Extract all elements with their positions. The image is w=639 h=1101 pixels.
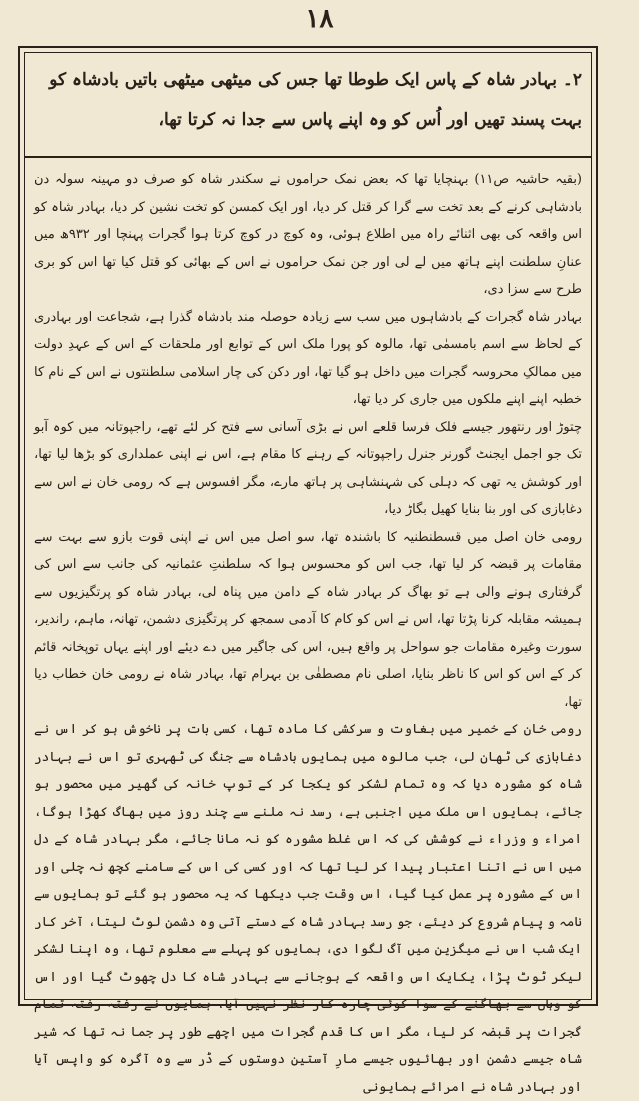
paragraph: (بقیہ حاشیہ ص۱۱) بہنچایا تھا کہ بعض نمک حراموں نے سکندر شاہ کو صرف دو مہینہ سولہ دن بادشاہی کرنے کے بعد تخت سے گرا کر قتل کر دیا، اور ایک کمسن کو تخت نشین کر دیا، بہادر شاہ کو اس واقعہ کی بھی اثنائے راہ میں اطلاع ہوئی، وہ کوچ در کوچ کرتا ہوا گجرات پہنچا اور ۹۳۲ھ میں عنانِ سلطنت اپنے ہاتھ میں لے لی اور جن نمک حراموں نے اس کے بھائی کو قتل کیا تھا اس کو بری طرح سے سزا دی، (34, 172, 583, 297)
footnote-heading: ۲۔ بہادر شاہ کے پاس ایک طوطا تھا جس کی میٹھی میٹھی باتیں بادشاہ کو بہت پسند تھیں اور اُس کو وہ اپنے پاس سے جدا نہ کرتا تھا، (49, 70, 582, 130)
section-divider (24, 156, 592, 158)
footnote-body (34, 166, 583, 1095)
paragraph: رومی خان اصل میں قسطنطنیہ کا باشندہ تھا، سو اصل میں اس نے اپنی قوت بازو سے بہت سے مقامات پر قبضہ کر لیا تھا، جب اس کو محسوس ہوا کہ سلطنتِ عثمانیہ کی جانب سے اس کی گرفتاری ہونے والی ہے تو بھاگ کر بہادر شاہ کے دامن میں پناہ لی، بہادر شاہ کو پرتگیزیوں سے ہمیشہ مقابلہ کرنا پڑتا تھا، اس نے اس کو کام کا آدمی سمجھ کر پرتگیزی دشمن، تھانہ، ماہم، راندیر، سورت وغیرہ مقامات جو سواحل پر واقع ہیں، اس کی جاگیر میں دے دیئے اور اپنے یہاں توپخانہ قائم کر کے اس کو اس کا ناظر بنایا، اصلی نام مصطفٰی بن بہرام تھا، بہادر شاہ نے رومی خان خطاب دیا تھا، (34, 529, 582, 710)
paragraph: رومی خان کے خمیر میں بغاوت و سرکشی کا مادہ تھا، کسی بات پر ناخوش ہو کر اس نے دغابازی کی ٹھان لی، جب مالوہ میں ہمایوں بادشاہ سے جنگ کی ٹھہری تو اس نے بہادر شاہ کو مشورہ دیا کہ وہ تمام لشکر کو یکجا کر کے توپ خانہ کی گھیر میں محصور ہو جائے، ہمایوں اس ملک میں اجنبی ہے، رسد نہ ملنے سے چند روز میں بھاگ کھڑا ہوگا، امراء و وزراء نے کوشش کی کہ اس غلط مشورہ کو نہ مانا جائے، مگر بہادر شاہ کے دل میں اس نے اتنا اعتبار پیدا کر لیا تھا کہ اور کسی کی اس کے سامنے کچھ نہ چلی اور اس کے مشورہ پر عمل کیا گیا، اس وقت جب دیکھا کہ یہ محصور ہو گئے تو ہمایوں سے نامہ و پیام شروع کر دیئے، جو رسد بہادر شاہ کے دستے آتی وہ دشمن لوٹ لیتا، آخر کار ایک شب اس نے میگزین میں آگ لگوا دی، ہمایوں کو پہلے سے معلوم تھا، وہ اپنا لشکر لیکر ٹوٹ پڑا، یکایک اس واقعہ کے ہوجانے سے بہادر شاہ کا دل چھوٹ گیا اور اس کو وہاں سے بھاگنے کے سوا کوئی چارہ کار نظر نہیں آیا، ہمایوں نے رفتہ رفتہ تمام گجرات پر قبضہ کر لیا، مگر اس کا قدم گجرات میں اچھے طور پر جما نہ تھا کہ شیر شاہ جیسے دشمن اور بھائیوں جیسے مارِ آستین دوستوں کے ڈر سے وہ آگرہ کو واپس آیا اور بہادر شاہ نے امرائے ہمایونی (34, 722, 582, 1095)
paragraph: بہادر شاہ گجرات کے بادشاہوں میں سب سے زیادہ حوصلہ مند بادشاہ گذرا ہے، شجاعت اور بہادری کے لحاظ سے اسم بامسمٰی تھا، مالوہ کو پورا ملک اس کے توابع اور ملحقات کے اس کے عہدِ دولت میں ممالکِ محروسہ گجرات میں داخل ہو گیا تھا، اور دکن کی چار اسلامی سلطنتوں نے اس کے نام کا خطبہ اپنے اپنے ملکوں میں جاری کر دیا تھا، (34, 309, 582, 407)
page-number: ۱۸ (305, 4, 334, 34)
paragraph: چتوڑ اور رنتھور جیسے فلک فرسا قلعے اس نے بڑی آسانی سے فتح کر لئے تھے، راجپوتانہ میں کوہ آبو تک جو اجمل ایجنٹ گورنر جنرل راجپوتانہ کے رہنے کا مقام ہے، اس نے اپنی عملداری کو بڑھا لیا تھا، اور کوشش یہ تھی کہ دہلی کی شہنشاہی پر ہاتھ مارے، مگر افسوس ہے کہ رومی خان نے اس سے دغابازی کی اور بنا بنایا کھیل بگاڑ دیا، (34, 419, 582, 517)
